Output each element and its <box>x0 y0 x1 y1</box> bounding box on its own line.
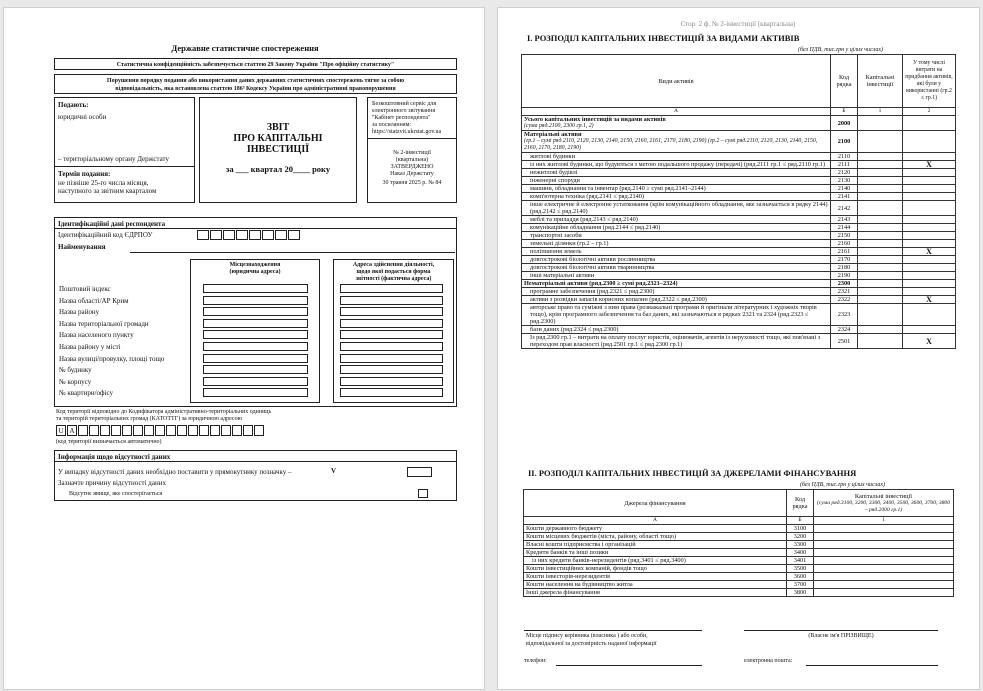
signature-line[interactable] <box>524 630 702 631</box>
row-label-text: бази даних (ряд.2324 ≤ ряд.2300) <box>530 326 619 333</box>
page-header: Стор. 2 ф. № 2-інвестиції (квартальна) <box>680 20 796 28</box>
row-label-text: довгострокові біологічні активи тваринництва <box>530 264 655 271</box>
table-row <box>522 169 956 177</box>
row-code: 2142 <box>831 201 858 216</box>
row-label <box>522 201 831 216</box>
address-field-label: Назва області/АР Крим <box>59 296 129 305</box>
address-field-label: Назва району <box>59 308 100 317</box>
row-label <box>522 224 831 232</box>
capinv-input[interactable] <box>858 304 903 326</box>
table-row <box>522 193 956 201</box>
row-label-text: комунікаційне обладнання (ряд.2144 ≤ ряд.2140) <box>530 224 661 231</box>
acquired-input[interactable] <box>903 264 956 272</box>
row-label <box>522 185 831 193</box>
capinv-input[interactable] <box>814 557 954 565</box>
edrpou-digit-cell[interactable] <box>197 230 209 240</box>
form-page-2: Стор. 2 ф. № 2-інвестиції (квартальна) І. РОЗПОДІЛ КАПІТАЛЬНИХ ІНВЕСТИЦІЙ ЗА ВИДАМИ АКТИВІВ (без ПДВ, тис.грн у цілих числах) Види активів Код рядка Капітальні інвестиції У тому числі витрати на придбання активів, які були у використанні (гр.2 ≤ гр.1) А Б 1 2 Усього капітальних інвестицій за видами активів (сума ряд.2100, 2300 гр.1, 2) 2000 Матеріальні активи (гр.1 – сумі ряд.2110, 2120, 2130, 2140, 2150, 2160, 2161, 2170, 2180, 2190) (гр.2 – сумі ряд.2110, 2120, 2130, 2140, 2150, 2160, 2170, 2180, 2190) 2100 житлові будинки 2110 із них житлові будинки, що будуються з метою подальшого продажу (передачі) (ряд.2111 гр.1 ≤ ряд.2110 гр.1) 2111 X нежитлові будівлі 2120 інженерні споруди 2130 машини, обладнання та інвентар (ряд.2140 ≥ сумі ряд.2141–2144) 2140 комп'ютерна техніка (ряд.2141 ≤ ряд.2140) 2141 інше електричне й електронне устатковання (крім комунікаційного обладнання, яке зазначається в рядку 2144) (ряд.2142 ≤ ряд.2140) 2142 меблі та приладдя (ряд.2143 ≤ ряд.2140) 2143 комунікаційне обладнання (ряд.2144 ≤ ряд.2140) 2144 транспортні засоби 2150 земельні ділянки (гр.2 – гр.1) 2160 поліпшення земель 2161 X довгострокові біологічні активи рослинництва 2170 довгострокові біологічні активи тваринництва 2180 інші матеріальні активи 2190 Нематеріальні активи (ряд.2300 ≥ сумі ряд.2321–2324) 2300 програмне забезпечення (ряд.2321 ≤ ряд.2300) 2321 активи з розвідки запасів корисних копалин (ряд.2322 ≤ ряд.2300) 2322 X авторське право та суміжні з ним права (розважальні програми й оригінали літературних і художніх творів тощо), крім програмного забезпечення та баз даних, які зазначаються в рядках 2321 та 2324 (ряд.2323 ≤ ряд.2300) 2323 бази даних (ряд.2324 ≤ ряд.2300) 2324 Із ряд.2300 гр.1 – витрати на оплату послуг юристів, оцінювачів, агентів із нерухомості тощо, які пов'язані з переходом прав власності (ряд.2501 гр.1 ≤ ряд.2300 гр.1) 2501 X ІІ. РОЗПОДІЛ КАПІТАЛЬНИХ ІНВЕСТИЦІЙ ЗА ДЖЕРЕЛАМИ ФІНАНСУВАННЯ (без ПДВ, тис.грн у цілих числах) Джерела фінансування Код рядка Капітальні інвестиції (сума ряд.3100, 3200, 3300, 3400, 3500, 3600, 3700, 3800 – ряд.2000 гр.1) А Б 1 Кошти державного бюджету 3100 Кошти місцевих бюджетів (міста, району, області тощо) 3200 Власні кошти підприємства і організацій 3300 Кредити банків та інші позики 3400 із них кредити банків-нерезидентів (ряд.3401 ≤ ряд.3400) 3401 Кошти інвестиційних компаній, фондів тощо 3500 Кошти інвесторів-нерезидентів 3600 Кошти населення на будівництво житла 3700 Інші джерела фінансування 3800 Місце підпису керівника (власника ) або особи, відповідальної за достовірність наданої інформації (Власне ім'я ПРІЗВИЩЕ) телефон: електронна пошта: <box>497 7 980 690</box>
row-code: 2143 <box>831 216 858 224</box>
katottg-digit-cell[interactable] <box>78 425 88 436</box>
row-code: 2323 <box>831 304 858 326</box>
col-header-acquired: У тому числі витрати на придбання активів, які були у використанні (гр.2 ≤ гр.1) <box>903 55 956 108</box>
row-label: Кошти державного бюджету <box>524 525 787 533</box>
table-row <box>522 280 956 288</box>
row-label <box>522 288 831 296</box>
address-field-label: № будинку <box>59 366 92 375</box>
acquired-input[interactable] <box>903 224 956 232</box>
row-code: 2161 <box>831 248 858 256</box>
row-code: 3700 <box>787 581 814 589</box>
row-label-text: транспортні засоби <box>530 232 582 239</box>
disabled-cell: X <box>903 161 956 169</box>
row-code: 2501 <box>831 334 858 349</box>
col-header-capinv: Капітальні інвестиції <box>858 55 903 108</box>
row-code: 2150 <box>831 232 858 240</box>
report-title-box: ЗВІТ ПРО КАПІТАЛЬНІ ІНВЕСТИЦІЇ за ___ квартал 20____ року <box>199 97 357 203</box>
row-label <box>522 177 831 185</box>
identification-block: Ідентифікаційні дані респондента Ідентифікаційний код ЄДРПОУ Найменування Місцезнаходження (юридична адреса) Адреса здійснення діяльності, щодо якої подається форма звітності (фактична адреса) Поштовий індекс Назва області/АР Крим Назва району Назва територіальної громади Назва населеного пункту Назва району у місті Назва вулиці/провулку, площі тощо № будинку № корпусу № квартири/офісу <box>54 217 457 407</box>
email-field[interactable] <box>806 665 938 666</box>
row-code: 2140 <box>831 185 858 193</box>
capinv-input[interactable] <box>814 541 954 549</box>
table-row <box>522 153 956 161</box>
acquired-input[interactable] <box>903 304 956 326</box>
activity-address-input[interactable] <box>340 330 443 339</box>
submit-info-box: Подають: юридичні особи – територіальному органу Держстату Термін подання: не пізніше 25-го числа місяця, наступного за звітним кварталом <box>54 97 195 203</box>
katottg-digit-cell[interactable] <box>188 425 198 436</box>
row-label <box>522 161 831 169</box>
name-line[interactable] <box>744 630 938 631</box>
table-row <box>522 272 956 280</box>
service-link[interactable]: https://statzvit.ukrstat.gov.ua <box>372 129 442 135</box>
acquired-input[interactable] <box>903 193 956 201</box>
capinv-input[interactable] <box>858 256 903 264</box>
legal-address-column: Місцезнаходження (юридична адреса) <box>190 259 320 403</box>
activity-address-input[interactable] <box>340 342 443 351</box>
katottg-digit-cell[interactable] <box>221 425 231 436</box>
address-field-label: Назва району у місті <box>59 343 121 351</box>
activity-address-input[interactable] <box>340 307 443 316</box>
legal-address-input[interactable] <box>203 319 308 328</box>
acquired-input[interactable] <box>903 201 956 216</box>
table-row <box>522 256 956 264</box>
capinv-input[interactable] <box>858 116 903 131</box>
name-input-line[interactable] <box>130 252 455 253</box>
row-label-text: Усього капітальних інвестицій за видами активів <box>524 116 666 123</box>
row-formula: (гр.1 – сумі ряд.2110, 2120, 2130, 2140, 2150, 2160, 2161, 2170, 2180, 2190) (гр.2 – сумі ряд.2110, 2120, 2130, 2140, 2150, 2160, 2170, 2180, 2190) <box>524 138 818 151</box>
address-field-label: Назва територіальної громади <box>59 319 149 328</box>
section-2-title: ІІ. РОЗПОДІЛ КАПІТАЛЬНИХ ІНВЕСТИЦІЙ ЗА ДЖЕРЕЛАМИ ФІНАНСУВАННЯ <box>528 468 857 478</box>
row-label <box>522 296 831 304</box>
row-code: 2321 <box>831 288 858 296</box>
confidentiality-box: Статистична конфіденційність забезпечується статтею 29 Закону України "Про офіційну статистику" <box>54 58 457 70</box>
legal-address-input[interactable] <box>203 342 308 351</box>
legal-address-input[interactable] <box>203 388 308 397</box>
row-label <box>522 326 831 334</box>
katottg-digit-cell[interactable] <box>232 425 242 436</box>
row-code: 2110 <box>831 153 858 161</box>
table-row <box>522 201 956 216</box>
row-label-text: земельні ділянки (гр.2 – гр.1) <box>530 240 609 247</box>
acquired-input[interactable] <box>903 131 956 153</box>
row-code: 3400 <box>787 549 814 557</box>
table-row <box>524 557 954 565</box>
table-row <box>522 296 956 304</box>
col-letter: Б <box>831 108 858 116</box>
row-code: 2170 <box>831 256 858 264</box>
absence-checkbox[interactable] <box>407 467 432 477</box>
address-field-label: № квартири/офісу <box>59 389 114 398</box>
capinv-input[interactable] <box>858 169 903 177</box>
row-label <box>522 216 831 224</box>
capinv-label: Капітальні інвестиції <box>854 492 913 500</box>
row-label-text: активи з розвідки запасів корисних копалин (ряд.2322 ≤ ряд.2300) <box>530 296 707 303</box>
col-header-source: Джерела фінансування <box>524 490 787 517</box>
acquired-input[interactable] <box>903 185 956 193</box>
row-label <box>522 256 831 264</box>
legal-address-input[interactable] <box>203 284 308 293</box>
activity-address-input[interactable] <box>340 319 443 328</box>
row-label: Інші джерела фінансування <box>524 589 787 597</box>
capinv-input[interactable] <box>858 177 903 185</box>
capinv-input[interactable] <box>814 573 954 581</box>
col-header-activity: Види активів <box>522 55 831 108</box>
table-row <box>522 288 956 296</box>
absent-phenomenon-checkbox[interactable] <box>418 489 428 498</box>
col-header-capinv <box>814 490 954 517</box>
katottg-digit-cell: A <box>67 425 77 436</box>
edrpou-digit-cell[interactable] <box>262 230 274 240</box>
disabled-cell: X <box>903 248 956 256</box>
table-row <box>522 177 956 185</box>
row-code: 3800 <box>787 589 814 597</box>
row-code: 2120 <box>831 169 858 177</box>
row-code: 3401 <box>787 557 814 565</box>
capinv-input[interactable] <box>858 288 903 296</box>
section-2-table <box>523 489 954 597</box>
acquired-input[interactable] <box>903 256 956 264</box>
legal-address-input[interactable] <box>203 377 308 386</box>
table-row <box>524 565 954 573</box>
row-label <box>522 131 831 153</box>
capinv-input[interactable] <box>858 131 903 153</box>
katottg-digit-cell[interactable] <box>254 425 264 436</box>
table-row <box>522 248 956 256</box>
katottg-digit-cell[interactable] <box>155 425 165 436</box>
acquired-input[interactable] <box>903 177 956 185</box>
row-code: 2160 <box>831 240 858 248</box>
row-label-text: інженерні споруди <box>530 177 580 184</box>
row-code: 3100 <box>787 525 814 533</box>
table-row <box>522 304 956 326</box>
edrpou-digit-cell[interactable] <box>249 230 261 240</box>
activity-address-input[interactable] <box>340 284 443 293</box>
row-code: 2000 <box>831 116 858 131</box>
acquired-input[interactable] <box>903 216 956 224</box>
row-code: 3600 <box>787 573 814 581</box>
capinv-input[interactable] <box>814 565 954 573</box>
row-label: Кредити банків та інші позики <box>524 549 787 557</box>
katottg-digit-cell[interactable] <box>144 425 154 436</box>
capinv-input[interactable] <box>858 216 903 224</box>
katottg-digit-cell[interactable] <box>166 425 176 436</box>
katottg-digit-cell[interactable] <box>122 425 132 436</box>
liability-box: Порушення порядку подання або використання даних державних статистичних спостережень тягне за собою відповідальність, яка встановлена статтею 186³ Кодексу України про адміністративні правопорушення <box>54 74 457 94</box>
acquired-input[interactable] <box>903 326 956 334</box>
row-code: 2141 <box>831 193 858 201</box>
row-label-text: машини, обладнання та інвентар (ряд.2140 ≥ сумі ряд.2141–2144) <box>530 185 706 192</box>
capinv-input[interactable] <box>858 224 903 232</box>
legal-address-input[interactable] <box>203 365 308 374</box>
address-field-label: Назва населеного пункту <box>59 331 134 340</box>
col-header-code: Код рядка <box>831 55 858 108</box>
activity-address-column: Адреса здійснення діяльності, щодо якої подається форма звітності (фактична адреса) <box>333 259 454 403</box>
table-row <box>524 581 954 589</box>
row-code: 2130 <box>831 177 858 185</box>
col-letter: А <box>522 108 831 116</box>
disabled-cell: X <box>903 296 956 304</box>
table-row <box>522 326 956 334</box>
row-label <box>522 116 831 131</box>
capinv-input[interactable] <box>858 185 903 193</box>
col-letter: 1 <box>814 517 954 525</box>
katottg-digit-cell[interactable] <box>199 425 209 436</box>
table-row <box>522 240 956 248</box>
row-label-text: довгострокові біологічні активи рослинництва <box>530 256 656 263</box>
col-header-code: Код рядка <box>787 490 814 517</box>
edrpou-digit-cell[interactable] <box>210 230 222 240</box>
col-letter: 1 <box>858 108 903 116</box>
capinv-input[interactable] <box>858 240 903 248</box>
row-label-text: інші матеріальні активи <box>530 272 595 279</box>
section-1-table <box>521 54 956 349</box>
capinv-input[interactable] <box>858 248 903 256</box>
row-code: 2190 <box>831 272 858 280</box>
row-label-text: Із ряд.2300 гр.1 – витрати на оплату послуг юристів, оцінювачів, агентів із нерухомості тощо, які пов'язані з переходом прав власності (ряд.2501 гр.1 ≤ ряд.2300 гр.1) <box>530 334 821 348</box>
legal-address-input[interactable] <box>203 354 308 363</box>
row-label: Кошти інвестиційних компаній, фондів тощо <box>524 565 787 573</box>
capinv-input[interactable] <box>858 153 903 161</box>
capinv-input[interactable] <box>814 533 954 541</box>
capinv-input[interactable] <box>814 549 954 557</box>
katottg-digit-cell[interactable] <box>177 425 187 436</box>
row-code: 3200 <box>787 533 814 541</box>
row-label <box>522 334 831 349</box>
row-code: 2100 <box>831 131 858 153</box>
legal-address-input[interactable] <box>203 307 308 316</box>
row-label-text: комп'ютерна техніка (ряд.2141 ≤ ряд.2140) <box>530 193 645 200</box>
row-label <box>522 240 831 248</box>
row-label: із них кредити банків-нерезидентів (ряд.3401 ≤ ряд.3400) <box>524 557 787 565</box>
capinv-input[interactable] <box>858 161 903 169</box>
row-label: Власні кошти підприємства і організацій <box>524 541 787 549</box>
activity-address-input[interactable] <box>340 354 443 363</box>
edrpou-digit-cell[interactable] <box>236 230 248 240</box>
col-letter: Б <box>787 517 814 525</box>
capinv-formula: (сума ряд.3100, 3200, 3300, 3400, 3500, 3600, 3700, 3800 – ряд.2000 гр.1) <box>816 499 951 513</box>
acquired-input[interactable] <box>903 280 956 288</box>
row-label <box>522 153 831 161</box>
table-row <box>524 573 954 581</box>
capinv-input[interactable] <box>858 272 903 280</box>
table-row <box>524 533 954 541</box>
table-row <box>522 334 956 349</box>
legal-address-input[interactable] <box>203 296 308 305</box>
row-label <box>522 280 831 288</box>
row-label <box>522 248 831 256</box>
capinv-input[interactable] <box>858 280 903 288</box>
table-row <box>522 216 956 224</box>
katottg-digit-cell[interactable] <box>133 425 143 436</box>
table-row <box>524 525 954 533</box>
row-code: 2324 <box>831 326 858 334</box>
table-row <box>522 232 956 240</box>
capinv-input[interactable] <box>858 201 903 216</box>
capinv-input[interactable] <box>858 264 903 272</box>
row-label-text: із них житлові будинки, що будуються з метою подальшого продажу (передачі) (ряд.2111 гр.1 ≤ ряд.2110 гр.1) <box>530 161 826 168</box>
col-letter: А <box>524 517 787 525</box>
row-label: Кошти інвесторів-нерезидентів <box>524 573 787 581</box>
row-code: 2300 <box>831 280 858 288</box>
data-absence-block: Інформація щодо відсутності даних У випадку відсутності даних необхідно поставити у прямокутнику позначку – V Зазначте причину відсутності даних Відсутнє явище, яке спостерігається <box>54 450 457 501</box>
col-letter: 2 <box>903 108 956 116</box>
edrpou-digit-cell[interactable] <box>223 230 235 240</box>
capinv-input[interactable] <box>858 334 903 349</box>
activity-address-input[interactable] <box>340 377 443 386</box>
phone-field[interactable] <box>556 665 702 666</box>
row-label <box>522 264 831 272</box>
address-field-label: № корпусу <box>59 377 92 386</box>
table-row <box>524 549 954 557</box>
acquired-input[interactable] <box>903 116 956 131</box>
row-code: 2111 <box>831 161 858 169</box>
edrpou-digit-cell[interactable] <box>275 230 287 240</box>
table-row <box>522 185 956 193</box>
section-1-title: І. РОЗПОДІЛ КАПІТАЛЬНИХ ІНВЕСТИЦІЙ ЗА ВИДАМИ АКТИВІВ <box>527 33 800 43</box>
capinv-input[interactable] <box>858 232 903 240</box>
row-label <box>522 232 831 240</box>
row-code: 3300 <box>787 541 814 549</box>
table-row <box>522 264 956 272</box>
capinv-input[interactable] <box>814 589 954 597</box>
katottg-digit-cell: U <box>56 425 66 436</box>
row-label-text: житлові будинки <box>530 153 575 160</box>
row-label-text: Нематеріальні активи (ряд.2300 ≥ сумі ряд.2321–2324) <box>524 280 678 287</box>
row-label-text: меблі та приладдя (ряд.2143 ≤ ряд.2140) <box>530 216 638 223</box>
row-code: 2180 <box>831 264 858 272</box>
katottg-digit-cell[interactable] <box>89 425 99 436</box>
row-code: 2144 <box>831 224 858 232</box>
row-label-text: програмне забезпечення (ряд.2321 ≤ ряд.2300) <box>530 288 655 295</box>
row-label <box>522 272 831 280</box>
acquired-input[interactable] <box>903 272 956 280</box>
table-row <box>524 541 954 549</box>
legal-address-input[interactable] <box>203 330 308 339</box>
table-row <box>522 116 956 131</box>
capinv-input[interactable] <box>814 581 954 589</box>
row-formula: (сума ряд.2100, 2300 гр.1, 2) <box>524 123 594 129</box>
row-label-text: нежитлові будівлі <box>530 169 578 176</box>
row-label <box>522 193 831 201</box>
row-label-text: авторське право та суміжні з ним права (розважальні програми й оригінали літературних і художніх творів тощо), крім програмного забезпечення та баз даних, які зазначаються в рядках 2321 та 2324 (ряд.2323 ≤ ряд.2300) <box>530 304 817 325</box>
table-row <box>524 589 954 597</box>
row-code: 2322 <box>831 296 858 304</box>
table-row <box>522 161 956 169</box>
disabled-cell: X <box>903 334 956 349</box>
acquired-input[interactable] <box>903 169 956 177</box>
edrpou-digit-cell[interactable] <box>288 230 300 240</box>
katottg-digit-cell[interactable] <box>100 425 110 436</box>
capinv-input[interactable] <box>858 326 903 334</box>
activity-address-input[interactable] <box>340 388 443 397</box>
survey-header: Державне статистичне спостереження <box>171 43 319 53</box>
row-label-text: інше електричне й електронне устатковання (крім комунікаційного обладнання, яке зазначається в рядку 2144) (ряд.2142 ≤ ряд.2140) <box>530 201 828 215</box>
capinv-input[interactable] <box>858 296 903 304</box>
address-field-label: Назва вулиці/провулку, площі тощо <box>59 354 165 363</box>
row-label-text: поліпшення земель <box>530 248 582 255</box>
table-row <box>522 131 956 153</box>
row-label: Кошти населення на будівництво житла <box>524 581 787 589</box>
katottg-digit-cell[interactable] <box>111 425 121 436</box>
row-label <box>522 169 831 177</box>
row-code: 3500 <box>787 565 814 573</box>
service-box: Безкоштовний сервіс для електронного звітування "Кабінет респондента" за посиланням: https://statzvit.ukrstat.gov.ua № 2-інвестиції (квартальна) ЗАТВЕРДЖЕНО Наказ Держстату 30 травня 2025 р. № 84 <box>367 97 457 203</box>
activity-address-input[interactable] <box>340 365 443 374</box>
row-label <box>522 304 831 326</box>
form-page-1: Державне статистичне спостереження Статистична конфіденційність забезпечується статтею 29 Закону України "Про офіційну статистику" Порушення порядку подання або використання даних державних статистичних спостережень тягне за собою відповідальність, яка встановлена статтею 186³ Кодексу України про адміністративні правопорушення Подають: юридичні особи – територіальному органу Держстату Термін подання: не пізніше 25-го числа місяця, наступного за звітним кварталом ЗВІТ ПРО КАПІТАЛЬНІ ІНВЕСТИЦІЇ за ___ квартал 20____ року Безкоштовний сервіс для електронного звітування "Кабінет респондента" за посиланням: https://statzvit.ukrstat.gov.ua № 2-інвестиції (квартальна) ЗАТВЕРДЖЕНО Наказ Держстату 30 травня 2025 р. № 84 Ідентифікаційні дані респондента Ідентифікаційний код ЄДРПОУ Найменування Місцезнаходження (юридична адреса) Адреса здійснення діяльності, щодо якої подається форма звітності (фактична адреса) Поштовий індекс Назва області/АР Крим Назва району Назва територіальної громади Назва населеного пункту Назва району у місті Назва вулиці/провулку, площі тощо № будинку № корпусу № квартири/офісу Код території відповідно до Кодифікатора адміністративно-територіальних одиниць та територій територіальних громад (КАТОТТГ) за юридичною адресою U A (код території визначається автоматично) Інформація щодо відсутності даних У випадку відсутності даних необхідно поставити у прямокутнику позначку – V Зазначте причину відсутності даних Відсутнє явище, яке спостерігається <box>3 7 485 690</box>
address-field-label: Поштовий індекс <box>59 285 111 293</box>
row-label: Кошти місцевих бюджетів (міста, району, області тощо) <box>524 533 787 541</box>
activity-address-input[interactable] <box>340 296 443 305</box>
acquired-input[interactable] <box>903 232 956 240</box>
table-row <box>522 224 956 232</box>
capinv-input[interactable] <box>814 525 954 533</box>
katottg-digit-cell[interactable] <box>243 425 253 436</box>
row-label-text: Матеріальні активи <box>524 131 582 138</box>
capinv-input[interactable] <box>858 193 903 201</box>
katottg-digit-cell[interactable] <box>210 425 220 436</box>
